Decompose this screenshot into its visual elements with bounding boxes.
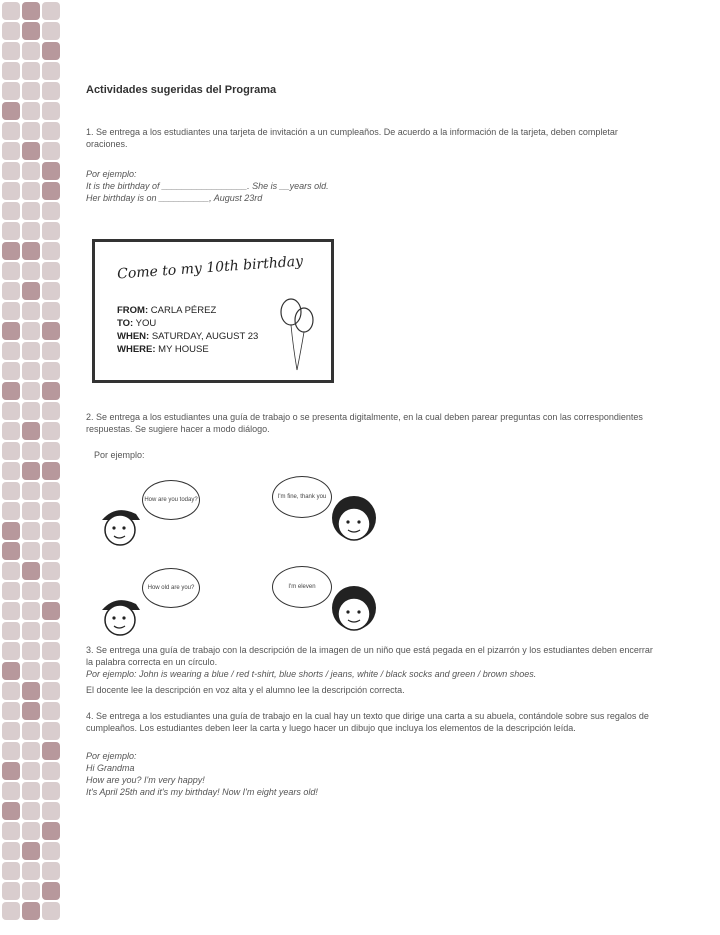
border-tile [22, 642, 40, 660]
border-tile [42, 522, 60, 540]
border-tile [22, 82, 40, 100]
boy-curly-hair-icon [326, 584, 382, 636]
to-value: YOU [135, 318, 157, 329]
border-tile [42, 42, 60, 60]
border-tile [2, 22, 20, 40]
border-tile [2, 482, 20, 500]
border-tile [22, 382, 40, 400]
border-tile [42, 2, 60, 20]
border-tile [2, 682, 20, 700]
border-tile [2, 742, 20, 760]
border-tile [22, 742, 40, 760]
activity-2-text: 2. Se entrega a los estudiantes una guía de trabajo o se presenta digitalmente, en la cual deben parear preguntas con las correspondientes respuestas. Se sugiere hacer a modo diálogo. [86, 412, 643, 434]
document-page [86, 84, 661, 204]
border-tile [2, 522, 20, 540]
border-tile [2, 322, 20, 340]
to-label: TO: [117, 318, 134, 329]
from-value: CARLA PÉREZ [150, 305, 217, 316]
border-tile [42, 62, 60, 80]
border-tile [2, 582, 20, 600]
border-tile [22, 602, 40, 620]
border-tile [22, 102, 40, 120]
border-tile [42, 182, 60, 200]
border-tile [22, 662, 40, 680]
border-tile [2, 902, 20, 920]
border-tile [42, 842, 60, 860]
border-tile [22, 582, 40, 600]
border-tile [22, 122, 40, 140]
border-tile [42, 642, 60, 660]
border-tile [42, 862, 60, 880]
border-tile [22, 842, 40, 860]
border-tile [42, 242, 60, 260]
border-tile [42, 122, 60, 140]
border-tile [22, 262, 40, 280]
border-tile [22, 802, 40, 820]
border-tile [22, 282, 40, 300]
example-1-line1: It is the birthday of _________________. She is __years old. [86, 181, 329, 191]
border-tile [22, 422, 40, 440]
border-tile [22, 562, 40, 580]
invitation-card [92, 239, 334, 383]
border-tile [22, 822, 40, 840]
speech-bubble: I'm eleven [272, 566, 332, 608]
border-tile [22, 722, 40, 740]
border-tile [42, 102, 60, 120]
border-tile [2, 262, 20, 280]
border-tile [42, 462, 60, 480]
border-tile [42, 442, 60, 460]
border-tile [42, 762, 60, 780]
border-tile [22, 182, 40, 200]
border-tile [42, 662, 60, 680]
border-tile [2, 882, 20, 900]
activity-3-text: 3. Se entrega una guía de trabajo con la descripción de la imagen de un niño que está pegada en el pizarrón y los estudiantes deben encerrar la palabra correcta en un círculo. [86, 645, 653, 667]
border-tile [42, 542, 60, 560]
border-tile [22, 482, 40, 500]
border-tile [22, 762, 40, 780]
boy-cap-icon [96, 502, 146, 548]
border-tile [2, 602, 20, 620]
boy-curly-hair-icon [326, 494, 382, 546]
border-tile [22, 362, 40, 380]
border-tile [2, 462, 20, 480]
border-tile [2, 862, 20, 880]
border-tile [22, 522, 40, 540]
border-tile [2, 122, 20, 140]
border-tile [42, 402, 60, 420]
activity-3-closing: El docente lee la descripción en voz alta y el alumno lee la descripción correcta. [86, 685, 405, 695]
border-tile [22, 882, 40, 900]
activity-1-text: 1. Se entrega a los estudiantes una tarjeta de invitación a un cumpleaños. De acuerdo a la información de la tarjeta, deben completar oraciones. [86, 127, 618, 149]
border-tile [42, 382, 60, 400]
where-label: WHERE: [117, 344, 156, 355]
border-tile [22, 442, 40, 460]
border-tile [42, 162, 60, 180]
border-tile [2, 362, 20, 380]
border-tile [2, 782, 20, 800]
border-tile [42, 222, 60, 240]
example-1-line2: Her birthday is on __________, August 23rd [86, 193, 263, 203]
border-tile [42, 482, 60, 500]
border-tile [42, 322, 60, 340]
border-tile [22, 322, 40, 340]
activity-3-example: Por ejemplo: John is wearing a blue / red t-shirt, blue shorts / jeans, white / black socks and green / brown shoes. [86, 669, 537, 679]
border-tile [42, 22, 60, 40]
border-tile [22, 62, 40, 80]
balloons-icon [277, 294, 317, 374]
border-tile [42, 622, 60, 640]
border-tile [22, 162, 40, 180]
border-tile [22, 542, 40, 560]
border-tile [2, 282, 20, 300]
example-label-2: Por ejemplo: [94, 450, 145, 460]
border-tile [22, 302, 40, 320]
border-tile [2, 202, 20, 220]
letter-line: Hi Grandma [86, 763, 135, 773]
border-tile [42, 822, 60, 840]
border-tile [2, 702, 20, 720]
border-tile [22, 402, 40, 420]
border-tile [2, 382, 20, 400]
border-tile [2, 102, 20, 120]
border-tile [42, 582, 60, 600]
border-tile [22, 502, 40, 520]
boy-cap-icon [96, 592, 146, 638]
border-tile [2, 662, 20, 680]
border-tile [22, 242, 40, 260]
border-tile [22, 342, 40, 360]
border-tile [22, 702, 40, 720]
border-tile [42, 502, 60, 520]
border-tile [22, 222, 40, 240]
border-tile [2, 442, 20, 460]
speech-bubble: How old are you? [142, 568, 200, 608]
border-tile [42, 682, 60, 700]
border-tile [42, 562, 60, 580]
border-tile [2, 842, 20, 860]
border-tile [2, 762, 20, 780]
border-tile [2, 502, 20, 520]
border-tile [42, 302, 60, 320]
border-tile [2, 622, 20, 640]
border-tile [2, 642, 20, 660]
border-tile [2, 342, 20, 360]
border-tile [22, 42, 40, 60]
border-tile [22, 862, 40, 880]
border-tile [22, 22, 40, 40]
border-tile [2, 542, 20, 560]
border-tile [42, 262, 60, 280]
border-tile [42, 362, 60, 380]
border-tile [42, 742, 60, 760]
border-tile [42, 902, 60, 920]
speech-bubble: How are you today? [142, 480, 200, 520]
page-title: Actividades sugeridas del Programa [86, 84, 277, 96]
border-tile [42, 282, 60, 300]
border-tile [2, 162, 20, 180]
border-tile [2, 802, 20, 820]
when-value: SATURDAY, AUGUST 23 [151, 331, 259, 342]
border-tile [22, 202, 40, 220]
activity-4-text: 4. Se entrega a los estudiantes una guía de trabajo en la cual hay un texto que dirige una carta a su abuela, contándole sobre sus regalos de cumpleaños. Los estudiantes deben leer la carta y luego hacer un dibujo que incluya los elementos de la descripción leída. [86, 711, 649, 733]
border-tile [22, 622, 40, 640]
border-tile [22, 782, 40, 800]
border-tile [2, 402, 20, 420]
border-tile [2, 182, 20, 200]
border-tile [42, 82, 60, 100]
border-tile [42, 882, 60, 900]
border-tile [2, 82, 20, 100]
where-value: MY HOUSE [158, 344, 209, 355]
border-tile [42, 202, 60, 220]
border-tile [42, 702, 60, 720]
border-tile [42, 422, 60, 440]
border-tile [42, 722, 60, 740]
border-tile [2, 42, 20, 60]
speech-bubble: I'm fine, thank you [272, 476, 332, 518]
decorative-border [0, 0, 60, 935]
border-tile [2, 2, 20, 20]
example-label-4: Por ejemplo: [86, 751, 137, 761]
border-tile [2, 222, 20, 240]
border-tile [42, 342, 60, 360]
border-tile [2, 422, 20, 440]
border-tile [22, 902, 40, 920]
border-tile [2, 242, 20, 260]
border-tile [42, 602, 60, 620]
invitation-headline: Come to my 10th birthday [116, 253, 304, 283]
border-tile [2, 722, 20, 740]
from-label: FROM: [117, 305, 149, 316]
border-tile [22, 682, 40, 700]
border-tile [42, 802, 60, 820]
when-label: WHEN: [117, 331, 150, 342]
example-label-1: Por ejemplo: [86, 169, 137, 179]
border-tile [42, 142, 60, 160]
border-tile [2, 822, 20, 840]
border-tile [42, 782, 60, 800]
border-tile [2, 562, 20, 580]
border-tile [22, 2, 40, 20]
border-tile [22, 142, 40, 160]
border-tile [2, 142, 20, 160]
border-tile [2, 62, 20, 80]
border-tile [22, 462, 40, 480]
letter-line: How are you? I'm very happy! [86, 775, 205, 785]
border-tile [2, 302, 20, 320]
letter-line: It's April 25th and it's my birthday! Now I'm eight years old! [86, 787, 318, 797]
